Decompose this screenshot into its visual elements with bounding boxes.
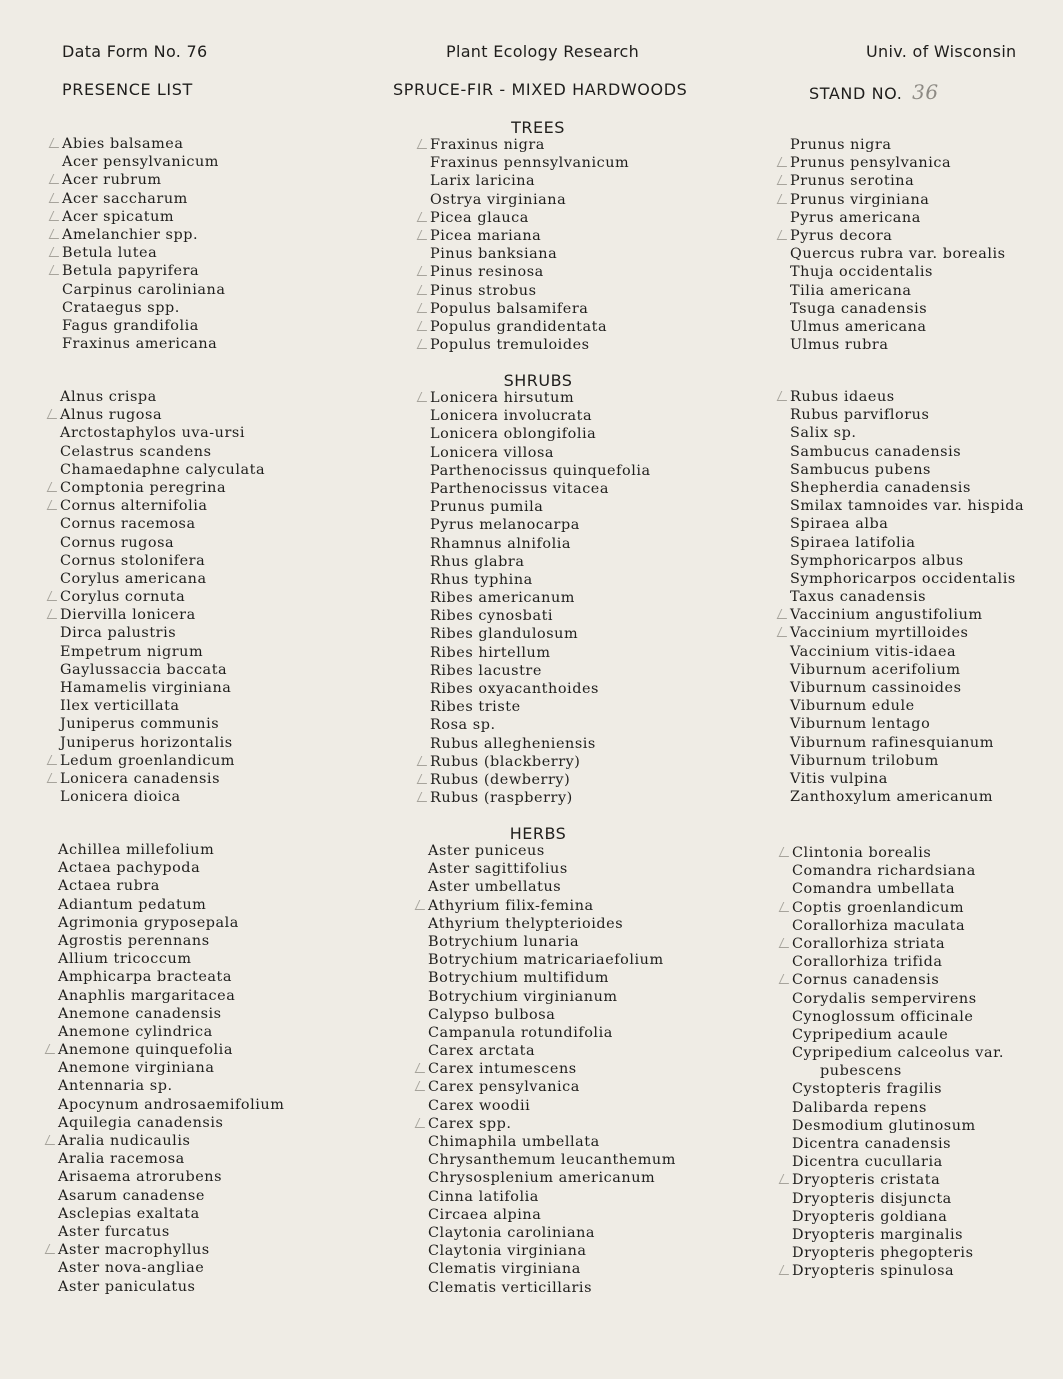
species-item: Pyrus americana xyxy=(790,209,921,226)
stand-number xyxy=(809,80,939,104)
species-item: Cystopteris fragilis xyxy=(792,1081,943,1098)
species-item: Dicentra cucullaria xyxy=(792,1154,943,1171)
species-item: Ostrya virginiana xyxy=(430,191,567,208)
species-item: Rubus allegheniensis xyxy=(430,735,596,752)
species-item: Picea mariana xyxy=(430,227,629,245)
species-item: Ribes glandulosum xyxy=(430,626,579,643)
species-item: Lonicera canadensis xyxy=(60,770,265,788)
species-item: Zanthoxylum americanum xyxy=(790,789,994,806)
species-item: Anemone cylindrica xyxy=(58,1023,213,1040)
species-item: Campanula rotundifolia xyxy=(428,1024,613,1041)
species-item: Fraxinus americana xyxy=(62,336,218,353)
species-item: Symphoricarpos occidentalis xyxy=(790,570,1016,587)
species-item: Parthenocissus vitacea xyxy=(430,480,610,497)
species-item: Cypripedium acaule xyxy=(792,1026,949,1043)
species-item: Pyrus melanocarpa xyxy=(430,517,580,534)
species-item: Aster furcatus xyxy=(58,1223,170,1240)
species-item: Corydalis sempervirens xyxy=(792,990,977,1007)
species-item: Rubus (blackberry) xyxy=(430,753,651,771)
species-item: Asclepias exaltata xyxy=(58,1205,200,1222)
species-item: Botrychium multifidum xyxy=(428,970,609,987)
species-item: Juniperus horizontalis xyxy=(60,734,233,751)
stand-label: STAND NO. xyxy=(809,84,903,103)
species-item: Sambucus canadensis xyxy=(790,443,962,460)
species-item: Acer spicatum xyxy=(62,208,225,226)
species-item: Smilax tamnoides var. hispida xyxy=(790,498,1025,515)
species-item: Celastrus scandens xyxy=(60,443,212,460)
species-item: Vaccinium vitis-idaea xyxy=(790,643,957,660)
species-item: Carex arctata xyxy=(428,1043,536,1060)
species-item: Aster sagittifolius xyxy=(428,861,568,878)
shrubs-column-1 xyxy=(60,388,265,806)
trees-column-2 xyxy=(430,136,629,354)
species-item: Spiraea latifolia xyxy=(790,534,916,551)
species-item: Aralia racemosa xyxy=(58,1151,185,1168)
species-item: Carex woodii xyxy=(428,1097,531,1114)
species-item: Aster macrophyllus xyxy=(58,1241,284,1259)
species-item: Anemone quinquefolia xyxy=(58,1041,284,1059)
species-item: Acer pensylvanicum xyxy=(62,154,219,171)
species-item: Rhamnus alnifolia xyxy=(430,535,572,552)
species-item: Cornus canadensis xyxy=(792,971,1004,989)
species-item: Circaea alpina xyxy=(428,1206,542,1223)
trees-column-3 xyxy=(790,136,1006,354)
form-number: Data Form No. 76 xyxy=(62,42,208,61)
species-item: Cornus rugosa xyxy=(60,534,175,551)
species-item: Ilex verticillata xyxy=(60,698,180,715)
form-title: Plant Ecology Research xyxy=(446,42,640,61)
species-item: Aquilegia canadensis xyxy=(58,1114,224,1131)
species-item: Populus grandidentata xyxy=(430,318,629,336)
species-item: Cypripedium calceolus var. xyxy=(792,1045,1005,1062)
species-item: Ribes hirtellum xyxy=(430,644,551,661)
species-item: Carex pensylvanica xyxy=(428,1078,676,1096)
species-item: Dryopteris marginalis xyxy=(792,1226,964,1243)
species-item: Dryopteris disjuncta xyxy=(792,1190,952,1207)
species-item: Corylus americana xyxy=(60,570,207,587)
species-item: Prunus pensylvanica xyxy=(790,154,1006,172)
species-item: Aralia nudicaulis xyxy=(58,1132,284,1150)
species-item: Clematis virginiana xyxy=(428,1261,581,1278)
species-item: Viburnum lentago xyxy=(790,716,931,733)
species-item: Chrysosplenium americanum xyxy=(428,1170,656,1187)
species-item: Prunus pumila xyxy=(430,499,544,516)
species-item: Actaea pachypoda xyxy=(58,860,201,877)
species-item: Cinna latifolia xyxy=(428,1188,539,1205)
species-item: Dicentra canadensis xyxy=(792,1136,952,1152)
species-item: Arctostaphylos uva-ursi xyxy=(60,425,245,442)
species-item: Acer saccharum xyxy=(62,190,225,208)
species-item: Sambucus pubens xyxy=(790,461,931,478)
species-item: Cornus stolonifera xyxy=(60,552,206,569)
species-item: Claytonia virginiana xyxy=(428,1243,587,1260)
species-item: Alnus rugosa xyxy=(60,406,265,424)
species-item: Betula papyrifera xyxy=(62,262,225,280)
species-item: Lonicera hirsutum xyxy=(430,389,651,407)
species-item: Tilia americana xyxy=(790,282,912,299)
species-item: Spiraea alba xyxy=(790,516,889,533)
species-item: Allium tricoccum xyxy=(58,951,192,968)
species-item: Diervilla lonicera xyxy=(60,606,265,624)
species-item: Picea glauca xyxy=(430,209,629,227)
species-item: Rubus parviflorus xyxy=(790,407,930,424)
species-item: Fraxinus nigra xyxy=(430,136,629,154)
species-item: Corallorhiza striata xyxy=(792,935,1004,953)
species-item: Clintonia borealis xyxy=(792,844,1004,862)
species-item: Anemone virginiana xyxy=(58,1060,215,1077)
species-item: Rubus (raspberry) xyxy=(430,789,651,807)
species-item: Crataegus spp. xyxy=(62,299,180,316)
species-item: Viburnum trilobum xyxy=(790,752,939,769)
species-item: Chamaedaphne calyculata xyxy=(60,461,266,478)
species-item: Pyrus decora xyxy=(790,227,1006,245)
species-item: Viburnum acerifolium xyxy=(790,661,961,678)
species-item: Amelanchier spp. xyxy=(62,226,225,244)
species-item: Fraxinus pennsylvanicum xyxy=(430,155,630,172)
species-item: Ribes lacustre xyxy=(430,662,542,679)
shrubs-column-3 xyxy=(790,388,1024,806)
species-item: Coptis groenlandicum xyxy=(792,899,1004,917)
species-item: Prunus serotina xyxy=(790,172,1006,190)
species-item: Arisaema atrorubens xyxy=(58,1169,223,1186)
species-item: Achillea millefolium xyxy=(58,842,215,858)
species-item: Quercus rubra var. borealis xyxy=(790,246,1006,263)
species-item: Taxus canadensis xyxy=(790,589,927,606)
species-item: Carex intumescens xyxy=(428,1060,676,1078)
species-item: Aster paniculatus xyxy=(58,1278,196,1295)
species-item: Agrimonia gryposepala xyxy=(58,914,239,931)
community-type: SPRUCE-FIR - MIXED HARDWOODS xyxy=(393,80,688,99)
species-item: Lonicera oblongifolia xyxy=(430,426,597,443)
species-item: Botrychium virginianum xyxy=(428,988,618,1005)
species-item: Apocynum androsaemifolium xyxy=(58,1096,285,1113)
section-title-trees: TREES xyxy=(511,118,565,137)
species-item: Viburnum edule xyxy=(790,698,915,715)
stand-value-handwritten: 36 xyxy=(912,80,939,104)
species-item: Prunus nigra xyxy=(790,137,892,153)
species-item: Dryopteris spinulosa xyxy=(792,1262,1004,1280)
species-item: Abies balsamea xyxy=(62,135,225,153)
species-item: Vaccinium angustifolium xyxy=(790,606,1024,624)
species-item: Amphicarpa bracteata xyxy=(58,969,232,986)
species-item: Gaylussaccia baccata xyxy=(60,661,228,678)
species-item: Acer rubrum xyxy=(62,171,225,189)
species-item: Cynoglossum officinale xyxy=(792,1008,974,1025)
species-item: Hamamelis virginiana xyxy=(60,680,232,696)
species-item: Comandra umbellata xyxy=(792,881,956,898)
institution: Univ. of Wisconsin xyxy=(866,42,1017,61)
species-item: Fagus grandifolia xyxy=(62,317,199,334)
shrubs-column-2 xyxy=(430,389,651,807)
species-item: Ribes triste xyxy=(430,699,521,716)
species-item: Pinus resinosa xyxy=(430,263,629,281)
list-title: PRESENCE LIST xyxy=(62,80,193,99)
species-item: Ribes americanum xyxy=(430,590,575,607)
species-item: Dryopteris goldiana xyxy=(792,1208,948,1225)
species-item: Corallorhiza trifida xyxy=(792,954,943,971)
section-title-herbs: HERBS xyxy=(509,824,567,843)
species-item: Aster puniceus xyxy=(428,843,545,859)
species-item: Antennaria sp. xyxy=(58,1078,173,1095)
species-item: Corylus cornuta xyxy=(60,588,265,606)
species-item: Clematis verticillaris xyxy=(428,1279,593,1296)
species-item: Vitis vulpina xyxy=(790,770,888,787)
species-item: Larix laricina xyxy=(430,173,536,190)
herbs-column-3 xyxy=(792,844,1004,1281)
species-item: Dalibarda repens xyxy=(792,1099,927,1116)
species-item: Actaea rubra xyxy=(58,878,160,895)
species-item: Chimaphila umbellata xyxy=(428,1134,600,1150)
species-item: Rubus (dewberry) xyxy=(430,771,651,789)
species-item: Prunus virginiana xyxy=(790,191,1006,209)
species-item: Ulmus rubra xyxy=(790,337,889,354)
species-item: Athyrium filix-femina xyxy=(428,897,676,915)
species-item: Rosa sp. xyxy=(430,717,496,734)
species-item: Calypso bulbosa xyxy=(428,1006,556,1023)
species-item: Pinus banksiana xyxy=(430,246,558,263)
species-item: Parthenocissus quinquefolia xyxy=(430,462,651,479)
species-item: Viburnum rafinesquianum xyxy=(790,734,994,751)
species-item: Shepherdia canadensis xyxy=(790,479,971,496)
species-item: Rhus typhina xyxy=(430,571,533,588)
species-item: Athyrium thelypterioides xyxy=(428,915,624,932)
species-item: Anemone canadensis xyxy=(58,1005,222,1022)
species-item: Vaccinium myrtilloides xyxy=(790,624,1024,642)
species-item: Aster nova-angliae xyxy=(58,1260,205,1277)
species-item: Lonicera dioica xyxy=(60,789,181,806)
species-item: Anaphlis margaritacea xyxy=(58,987,236,1004)
species-item: Juniperus communis xyxy=(60,716,220,733)
species-item: Tsuga canadensis xyxy=(790,300,928,317)
species-item: Lonicera villosa xyxy=(430,444,555,461)
species-item: Ribes cynosbati xyxy=(430,608,554,625)
species-item: Carpinus caroliniana xyxy=(62,281,226,298)
species-item: Cornus alternifolia xyxy=(60,497,265,515)
species-item: Adiantum pedatum xyxy=(58,896,207,913)
species-item: Botrychium lunaria xyxy=(428,933,580,950)
species-item: Ledum groenlandicum xyxy=(60,752,265,770)
species-item: Rhus glabra xyxy=(430,553,525,570)
species-item: Salix sp. xyxy=(790,425,857,442)
species-item: Lonicera involucrata xyxy=(430,408,593,425)
species-item: Ulmus americana xyxy=(790,318,927,335)
species-item: Comptonia peregrina xyxy=(60,479,265,497)
species-item: Populus tremuloides xyxy=(430,336,629,354)
trees-column-1 xyxy=(62,135,225,353)
species-item: Dryopteris cristata xyxy=(792,1171,1004,1189)
species-item: Betula lutea xyxy=(62,244,225,262)
species-item: Dryopteris phegopteris xyxy=(792,1245,974,1262)
species-item: Chrysanthemum leucanthemum xyxy=(428,1152,676,1169)
species-item: Pinus strobus xyxy=(430,282,629,300)
species-item: Ribes oxyacanthoides xyxy=(430,681,599,697)
species-item: Carex spp. xyxy=(428,1115,676,1133)
species-item: Botrychium matricariaefolium xyxy=(428,952,664,969)
species-item: Desmodium glutinosum xyxy=(792,1117,976,1134)
species-item: Dirca palustris xyxy=(60,625,177,642)
species-item: Corallorhiza maculata xyxy=(792,917,966,934)
herbs-column-2 xyxy=(428,842,676,1297)
species-item: Asarum canadense xyxy=(58,1187,205,1204)
species-item: Alnus crispa xyxy=(60,389,157,405)
section-title-shrubs: SHRUBS xyxy=(503,371,573,390)
species-item: Viburnum cassinoides xyxy=(790,680,962,696)
species-item: Claytonia caroliniana xyxy=(428,1224,596,1241)
species-item: Agrostis perennans xyxy=(58,932,210,949)
species-item: Empetrum nigrum xyxy=(60,643,204,660)
species-item: pubescens xyxy=(820,1063,902,1080)
species-item: Cornus racemosa xyxy=(60,516,196,533)
species-item: Comandra richardsiana xyxy=(792,863,976,880)
species-item: Populus balsamifera xyxy=(430,300,629,318)
species-item: Rubus idaeus xyxy=(790,388,1024,406)
species-item: Aster umbellatus xyxy=(428,879,562,896)
herbs-column-1 xyxy=(58,841,284,1296)
species-item: Symphoricarpos albus xyxy=(790,552,964,569)
species-item: Thuja occidentalis xyxy=(790,264,933,281)
